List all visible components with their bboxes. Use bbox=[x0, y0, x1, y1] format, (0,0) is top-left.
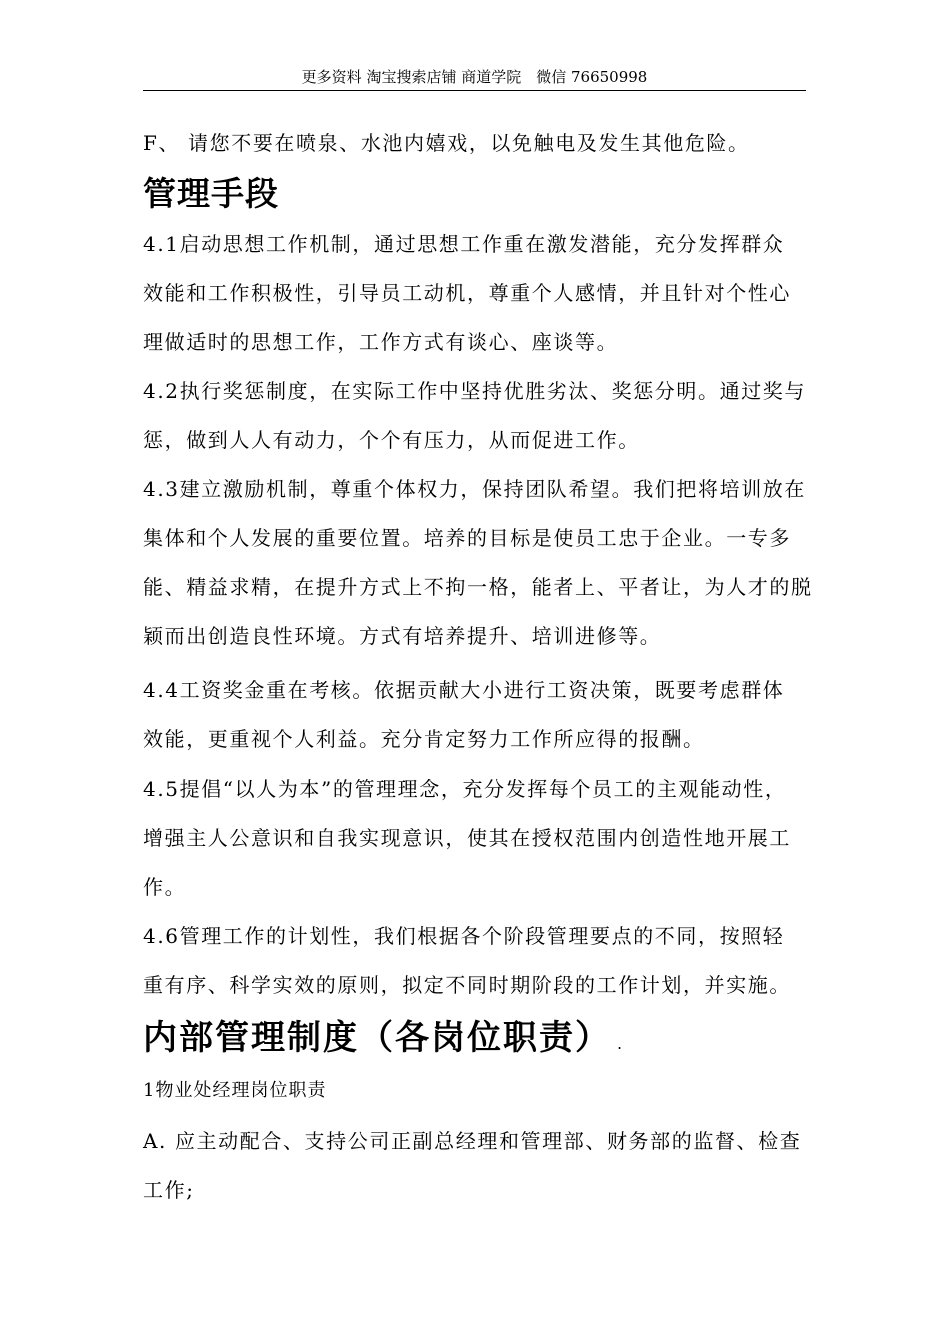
para-4-5-line3: 作。 bbox=[143, 875, 187, 899]
para-4-6-line1: 4.6管理工作的计划性，我们根据各个阶段管理要点的不同，按照轻 bbox=[143, 924, 785, 948]
para-4-4-line2: 效能，更重视个人利益。充分肯定努力工作所应得的报酬。 bbox=[143, 727, 705, 751]
para-4-3-line4: 颖而出创造良性环境。方式有培养提升、培训进修等。 bbox=[143, 624, 662, 648]
para-4-3-line1: 4.3建立激励机制，尊重个体权力，保持团队希望。我们把将培训放在 bbox=[143, 477, 807, 501]
item-f: F、 请您不要在喷泉、水池内嬉戏，以免触电及发生其他危险。 bbox=[143, 131, 750, 155]
heading-management: 管理手段 bbox=[143, 174, 279, 213]
heading-internal-rules bbox=[143, 1017, 624, 1065]
para-4-1-line1: 4.1启动思想工作机制，通过思想工作重在激发潜能，充分发挥群众 bbox=[143, 232, 785, 256]
item-a-line1: A. 应主动配合、支持公司正副总经理和管理部、财务部的监督、检查 bbox=[143, 1129, 802, 1153]
para-4-5-line2: 增强主人公意识和自我实现意识，使其在授权范围内创造性地开展工 bbox=[143, 826, 791, 850]
para-4-2-line2: 惩，做到人人有动力，个个有压力，从而促进工作。 bbox=[143, 428, 640, 452]
para-4-3-line3: 能、精益求精，在提升方式上不拘一格，能者上、平者让，为人才的脱 bbox=[143, 575, 813, 599]
para-4-5-line1: 4.5提倡“以人为本”的管理理念，充分发挥每个员工的主观能动性， bbox=[143, 777, 787, 801]
heading-internal-rules-text: 内部管理制度（各岗位职责） bbox=[143, 1018, 611, 1058]
para-4-4-line1: 4.4工资奖金重在考核。依据贡献大小进行工资决策，既要考虑群体 bbox=[143, 678, 785, 702]
page-header: 更多资料 淘宝搜索店铺 商道学院 微信 76650998 bbox=[143, 66, 806, 91]
para-4-3-line2: 集体和个人发展的重要位置。培养的目标是使员工忠于企业。一专多 bbox=[143, 526, 791, 550]
subheading-manager-duties: 1物业处经理岗位职责 bbox=[143, 1080, 327, 1101]
para-4-1-line2: 效能和工作积极性，引导员工动机，尊重个人感情，并且针对个性心 bbox=[143, 281, 791, 305]
para-4-6-line2: 重有序、科学实效的原则，拟定不同时期阶段的工作计划，并实施。 bbox=[143, 973, 791, 997]
item-a-line2: 工作; bbox=[143, 1178, 195, 1202]
para-4-2-line1: 4.2执行奖惩制度，在实际工作中坚持优胜劣汰、奖惩分明。通过奖与 bbox=[143, 379, 807, 403]
para-4-1-line3: 理做适时的思想工作，工作方式有谈心、座谈等。 bbox=[143, 330, 619, 354]
heading-internal-rules-dot: . bbox=[617, 1034, 625, 1053]
